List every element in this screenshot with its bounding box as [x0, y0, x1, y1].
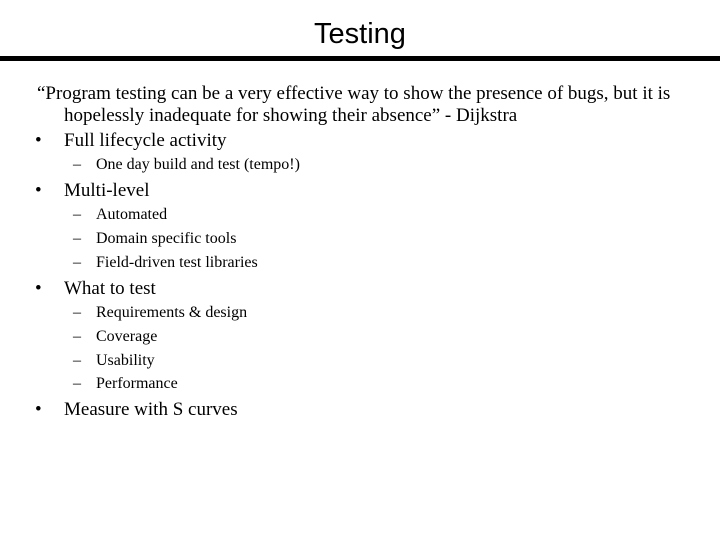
sub-bullet-text: Coverage [96, 328, 158, 345]
bullet-marker: • [35, 180, 42, 201]
quote-line-1: “Program testing can be a very effective way to show the presence of bugs, but it is [37, 83, 671, 104]
sub-bullet-text: One day build and test (tempo!) [96, 156, 300, 173]
sub-bullet-text: Requirements & design [96, 304, 248, 321]
sub-bullet-marker: – [73, 352, 81, 369]
sub-bullet-text: Domain specific tools [96, 230, 237, 247]
sub-bullet-text: Field-driven test libraries [96, 254, 258, 271]
quote-line-2: hopelessly inadequate for showing their absence” - Dijkstra [64, 105, 518, 126]
sub-bullet-text: Usability [96, 352, 155, 369]
sub-bullet-marker: – [73, 230, 81, 247]
bullet-marker: • [35, 130, 42, 151]
bullet-marker: • [35, 399, 42, 420]
sub-bullet-marker: – [73, 375, 81, 392]
sub-bullet-text: Performance [96, 375, 178, 392]
bullet-text: Multi-level [64, 180, 150, 201]
bullet-text: Full lifecycle activity [64, 130, 227, 151]
sub-bullet-marker: – [73, 304, 81, 321]
bullet-marker: • [35, 278, 42, 299]
bullet-text: Measure with S curves [64, 399, 238, 420]
sub-bullet-marker: – [73, 206, 81, 223]
bullet-text: What to test [64, 278, 156, 299]
sub-bullet-marker: – [73, 156, 81, 173]
sub-bullet-marker: – [73, 328, 81, 345]
slide-title: Testing [314, 18, 406, 50]
sub-bullet-text: Automated [96, 206, 168, 223]
sub-bullet-marker: – [73, 254, 81, 271]
